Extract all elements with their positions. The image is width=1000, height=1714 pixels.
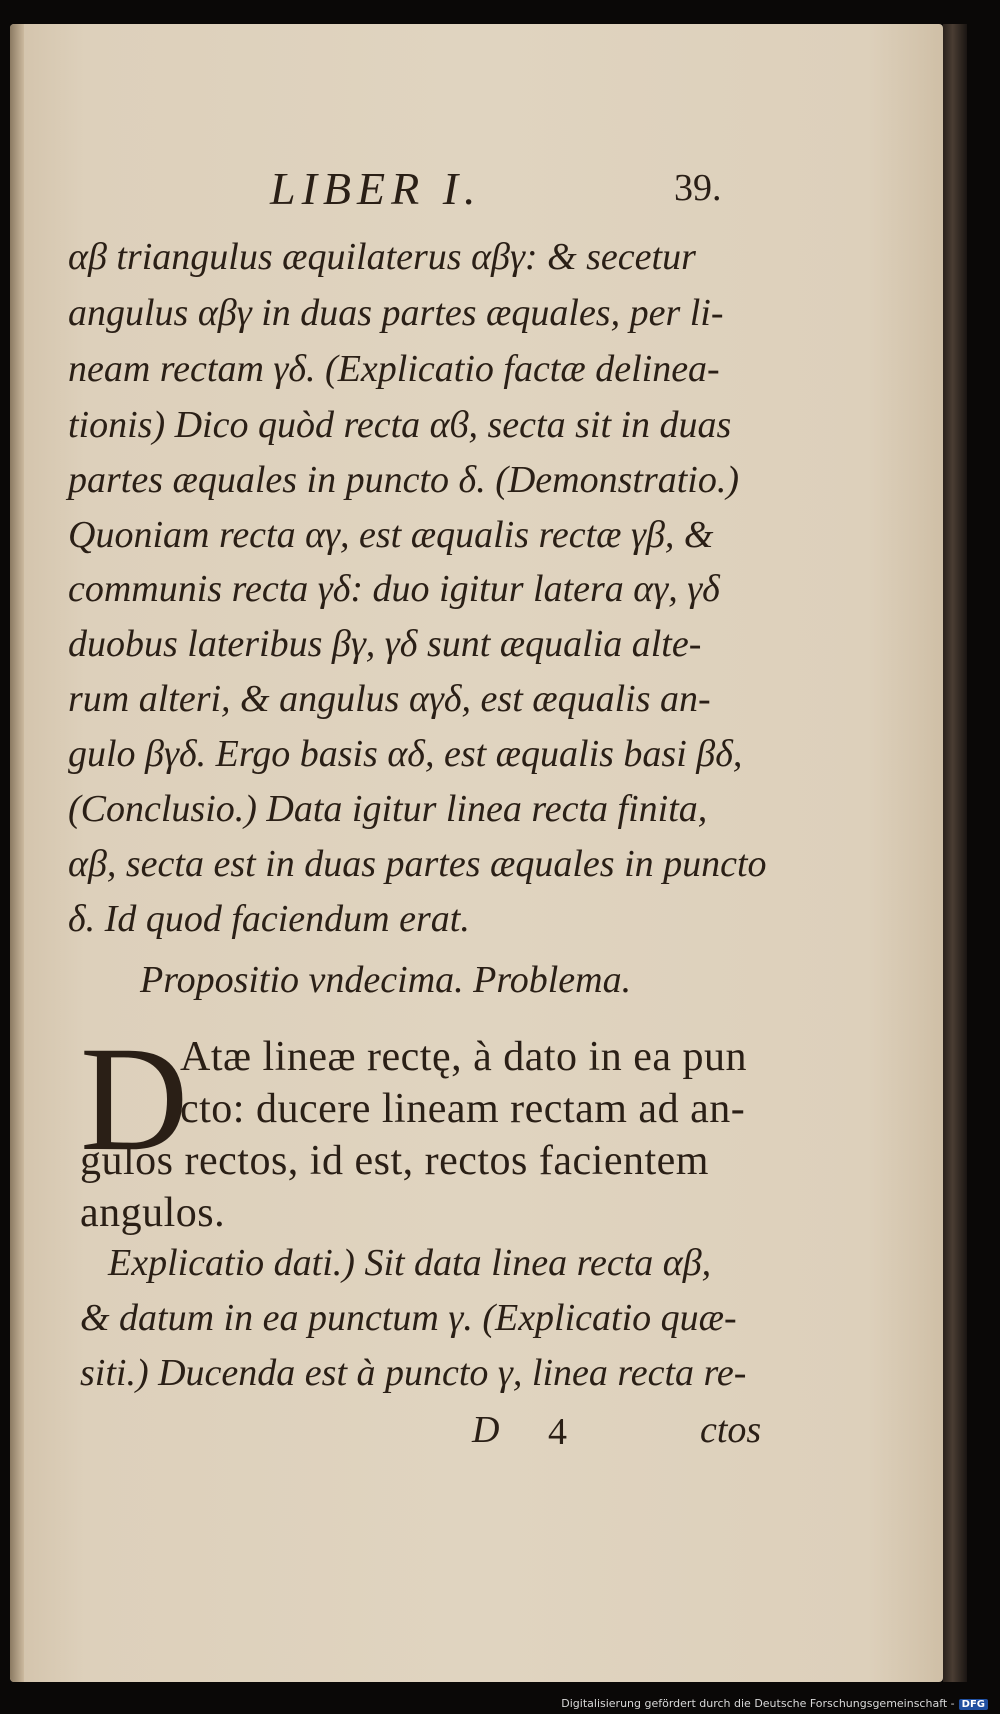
- page-spine-shadow: [10, 24, 24, 1682]
- body-line: tionis) Dico quòd recta αϐ, secta sit in duas: [68, 404, 732, 446]
- body-line: αβ triangulus æquilaterus αβγ: & secetur: [68, 236, 696, 278]
- proposition-text-line: Atæ lineæ rectę, à dato in ea pun: [180, 1034, 747, 1080]
- proposition-heading: Propositio vndecima. Problema.: [140, 959, 632, 1001]
- credit-text: Digitalisierung gefördert durch die Deutsche Forschungsgemeinschaft -: [561, 1697, 955, 1710]
- body-line: partes æquales in puncto δ. (Demonstratio.): [68, 459, 740, 501]
- signature-mark: D: [472, 1409, 500, 1451]
- body-line: gulo βγδ. Ergo basis αδ, est æqualis basi βδ,: [68, 733, 743, 775]
- body-line: Quoniam recta αγ, est æqualis rectæ γβ, &: [68, 514, 714, 556]
- catchword: ctos: [700, 1409, 762, 1451]
- body-line: αβ, secta est in duas partes æquales in puncto: [68, 843, 767, 885]
- body-line: neam rectam γδ. (Explicatio factæ delinea-: [68, 348, 720, 390]
- explanation-line: & datum in ea punctum γ. (Explicatio quæ-: [80, 1297, 737, 1339]
- body-line: communis recta γδ: duo igitur latera αγ, γδ: [68, 568, 720, 610]
- proposition-text-line: angulos.: [80, 1190, 226, 1236]
- dfg-logo: DFG: [959, 1699, 988, 1710]
- digitization-credit: [561, 1697, 988, 1710]
- body-line: rum alteri, & angulus αγδ, est æqualis an-: [68, 678, 711, 720]
- proposition-text-line: gulos rectos, id est, rectos facientem: [80, 1138, 709, 1184]
- book-page: [10, 24, 943, 1682]
- page-edge-shadow: [943, 24, 967, 1682]
- explanation-line: Explicatio dati.) Sit data linea recta αβ,: [108, 1242, 712, 1284]
- body-line: angulus αβγ in duas partes æquales, per li-: [68, 292, 724, 334]
- body-line: (Conclusio.) Data igitur linea recta finita,: [68, 788, 708, 830]
- body-line: duobus lateribus βγ, γδ sunt æqualia alte-: [68, 623, 702, 665]
- signature-number: 4: [548, 1411, 567, 1453]
- drop-cap: D: [80, 1016, 189, 1182]
- running-head: LIBER I.: [270, 163, 482, 214]
- body-line: δ. Id quod faciendum erat.: [68, 898, 470, 940]
- proposition-text-line: cto: ducere lineam rectam ad an-: [180, 1086, 746, 1132]
- page-header: [68, 162, 768, 222]
- explanation-line: siti.) Ducenda est à puncto γ, linea recta re-: [80, 1352, 747, 1394]
- page-number: 39.: [674, 167, 722, 209]
